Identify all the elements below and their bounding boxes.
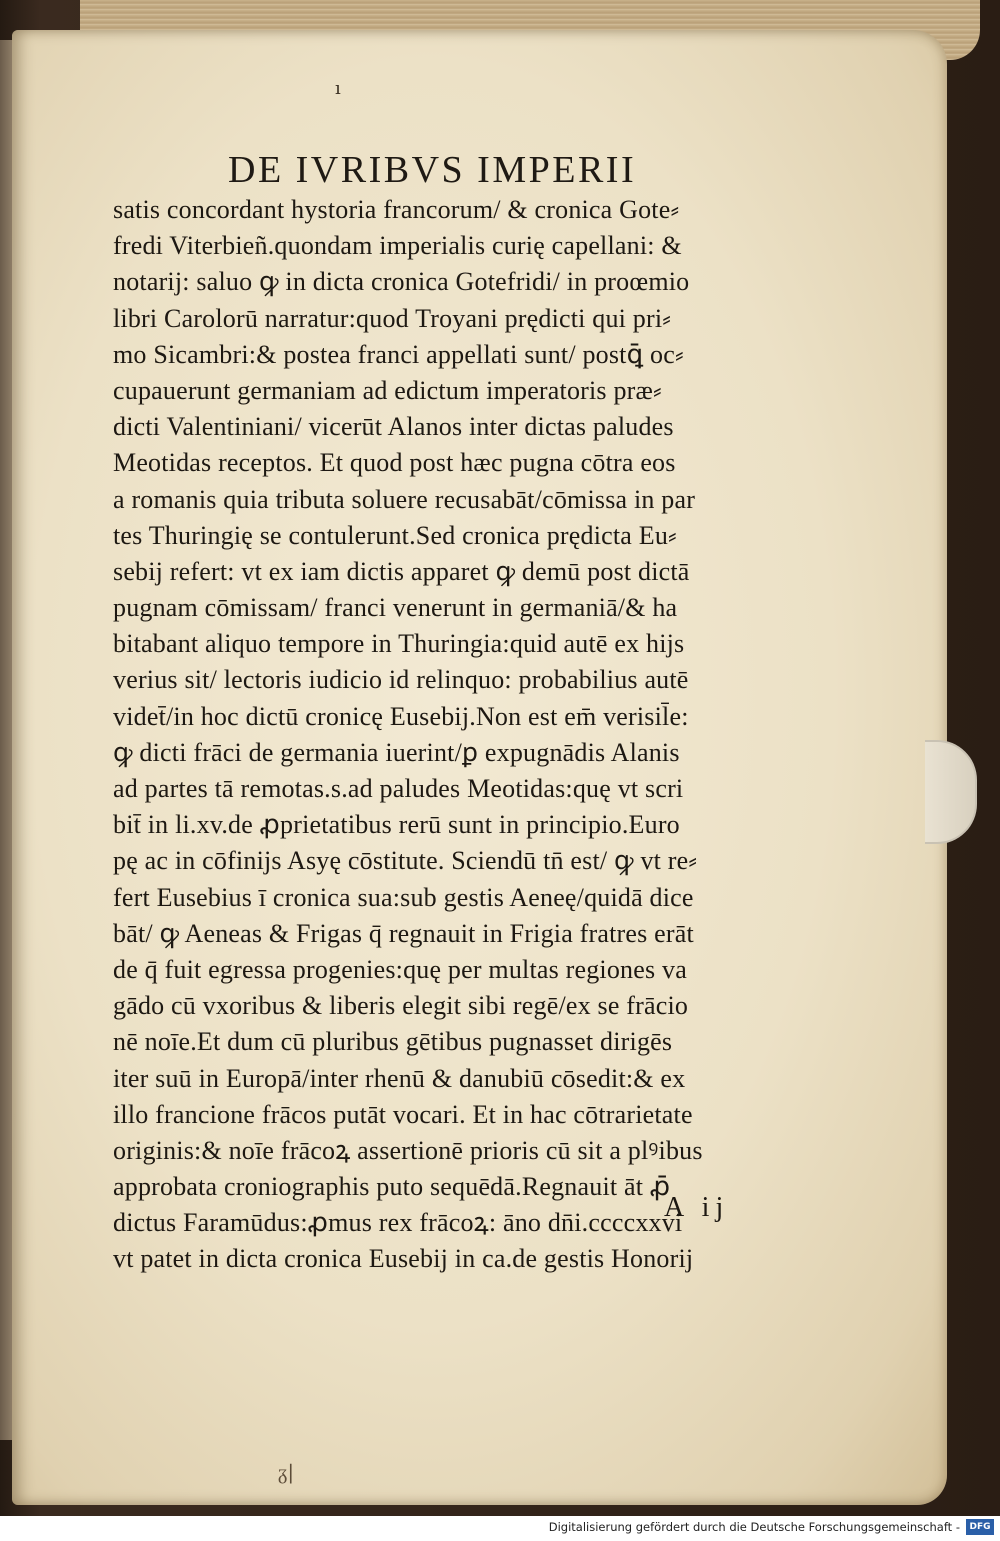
text-line: gādo cū vxoribus & liberis elegit sibi regē/ex se frācio [113, 991, 689, 1021]
signature-mark: A ij [664, 1192, 730, 1223]
text-line: cupauerunt germaniam ad edictum imperatoris præ⸗ [113, 375, 662, 405]
text-line: mo Sicambri:& postea franci appellati sunt/ postꝗ̄ oc⸗ [113, 339, 684, 369]
text-line: de q̄ fuit egressa progenies:quę per multas regiones va [113, 954, 687, 984]
text-line: verius sit/ lectoris iudicio id relinquo: probabilius autē [113, 665, 689, 695]
text-line: tes Thuringię se contulerunt.Sed cronica prędicta Eu⸗ [113, 520, 677, 550]
text-line: bitabant aliquo tempore in Thuringia:quid autē ex hijs [113, 629, 685, 659]
text-line: illo francione frācos putāt vocari. Et in hac cōtrarietate [113, 1099, 693, 1129]
text-line: vt patet in dicta cronica Eusebij in ca.de gestis Honorij [113, 1244, 694, 1274]
text-line: ꝙ dicti frāci de germania iuerint/ꝑ expugnādis Alanis [113, 737, 680, 767]
top-ink-mark: ı [335, 78, 341, 99]
text-line: nē noīe.Et dum cū pluribus gētibus pugnasset dirigēs [113, 1027, 673, 1057]
text-line: dicti Valentiniani/ vicerūt Alanos inter dictas paludes [113, 412, 674, 442]
text-line: a romanis quia tributa soluere recusabāt/cōmissa in par [113, 484, 696, 514]
text-line: pę ac in cōfinijs Asyę cōstitute. Sciendū tn̄ est/ ꝙ vt re⸗ [113, 846, 698, 876]
show-through-text [955, 700, 985, 960]
text-line: notarij: saluo ꝙ in dicta cronica Gotefridi/ in proœmio [113, 267, 690, 297]
text-line: pugnam cōmissam/ franci venerunt in germaniā/& ha [113, 593, 678, 623]
text-line: iter suū in Europā/inter rhenū & danubiū cōsedit:& ex [113, 1063, 686, 1093]
text-line: originis:& noīe frācoꝝ assertionē prioris cū sit a plꝰibus [113, 1135, 703, 1165]
text-line: fert Eusebius ī cronica sua:sub gestis Aeneę/quidā dice [113, 882, 694, 912]
text-line: videt̄/in hoc dictū cronicę Eusebij.Non est em̄ verisil̄e: [113, 701, 689, 731]
text-line: sebij refert: vt ex iam dictis apparet ꝙ demū post dictā [113, 556, 690, 586]
bottom-ink-mark: ᵹ| [278, 1460, 295, 1484]
text-line: ad partes tā remotas.s.ad paludes Meotidas:quę vt scri [113, 774, 684, 803]
running-title: DE IVRIBVS IMPERII [228, 149, 637, 191]
text-line: bāt/ ꝙ Aeneas & Frigas q̄ regnauit in Frigia fratres erāt [113, 918, 694, 948]
dfg-logo-icon: DFG [966, 1519, 994, 1535]
text-line: fredi Viterbieñ.quondam imperialis curię capellani: & [113, 231, 682, 261]
text-line: dictus Faramūdus:ꝓmus rex frācoꝝ: āno dn̄i.ccccxxvi [113, 1208, 683, 1238]
text-line: approbata croniographis puto sequēdā.Regnauit āt ꝓ̄ [113, 1172, 671, 1202]
text-line: libri Carolorū narratur:quod Troyani prędicti qui pri⸗ [113, 303, 672, 333]
text-line: bit̄ in li.xv.de ꝓprietatibus rerū sunt in principio.Euro [113, 810, 680, 840]
text-line: Meotidas receptos. Et quod post hæc pugna cōtra eos [113, 448, 676, 478]
footer-credit: Digitalisierung gefördert durch die Deutsche Forschungsgemeinschaft - [548, 1520, 960, 1534]
text-line: satis concordant hystoria francorum/ & cronica Gote⸗ [113, 195, 680, 224]
footer-bar [0, 1516, 1000, 1541]
body-text [113, 192, 793, 1278]
